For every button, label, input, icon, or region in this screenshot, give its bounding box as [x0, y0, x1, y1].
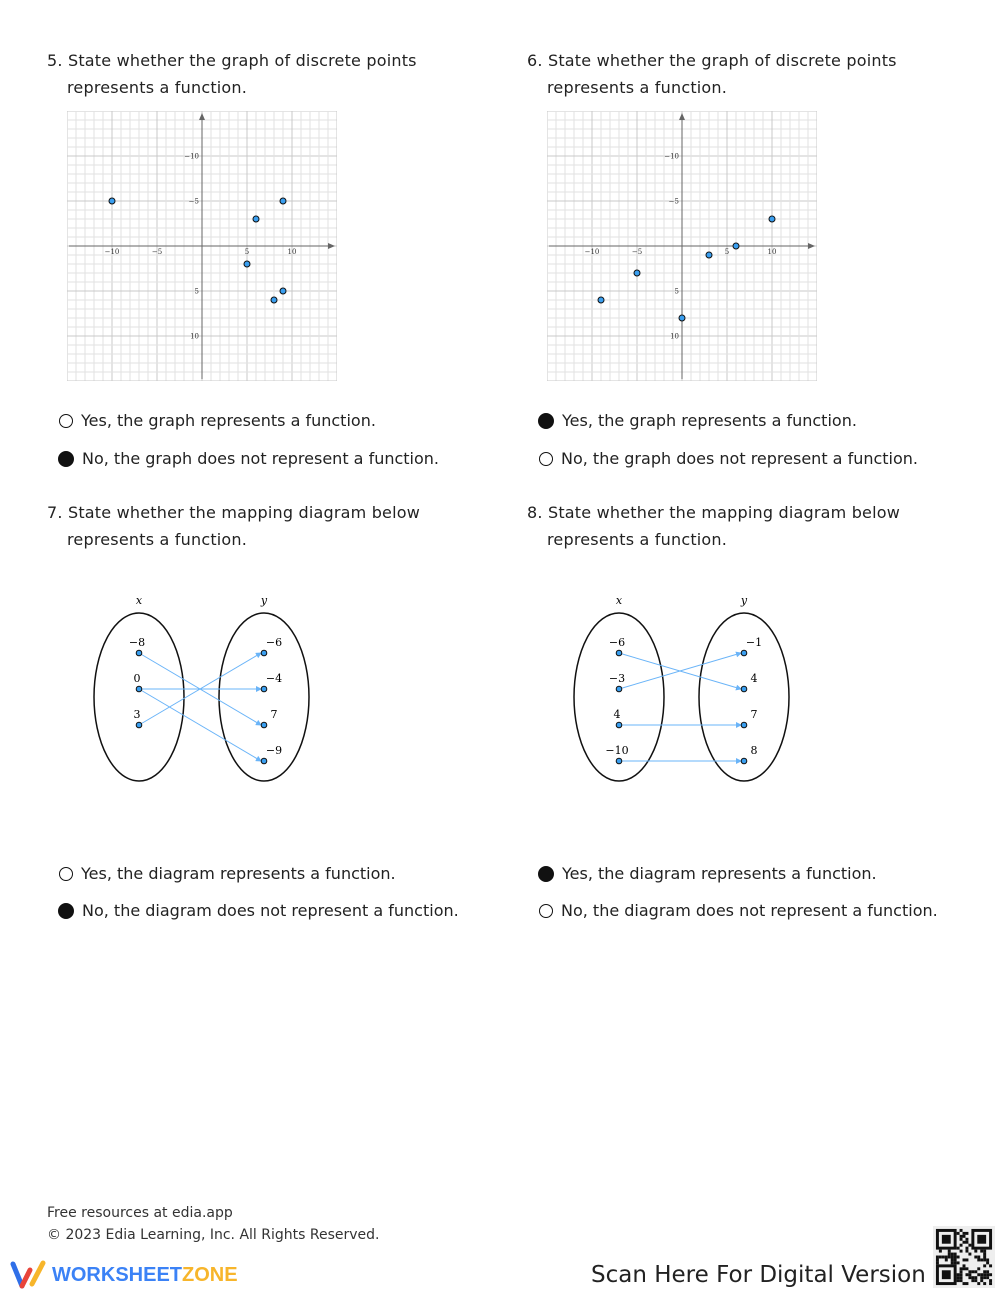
qr-module: [936, 1256, 939, 1259]
qr-module: [977, 1273, 980, 1276]
range-value: 8: [750, 744, 758, 757]
question-6: [527, 47, 897, 101]
qr-module: [983, 1250, 986, 1253]
qr-module: [968, 1276, 971, 1279]
qr-module: [948, 1250, 951, 1253]
y-axis-arrow-icon: [199, 113, 205, 120]
qr-module: [971, 1276, 974, 1279]
domain-value: 0: [133, 672, 141, 685]
coordinate-graph-q5: [67, 111, 337, 381]
data-point: [733, 243, 739, 249]
option-label: Yes, the diagram represents a function.: [81, 864, 396, 883]
radio-icon[interactable]: [59, 414, 73, 428]
range-point: [261, 722, 267, 728]
question-text-line2: represents a function.: [547, 78, 728, 97]
qr-module: [965, 1282, 968, 1285]
qr-module: [957, 1232, 960, 1235]
data-point: [598, 297, 604, 303]
qr-module: [954, 1261, 957, 1264]
qr-module: [974, 1256, 977, 1259]
option-label: No, the graph does not represent a function.: [82, 449, 440, 468]
x-tick-label: −5: [151, 248, 163, 256]
option-label: No, the diagram does not represent a function.: [82, 901, 459, 920]
qr-module: [977, 1282, 980, 1285]
qr-module: [948, 1256, 951, 1259]
domain-value: 4: [613, 708, 621, 721]
logo-icon: [10, 1260, 46, 1290]
option-label: No, the graph does not represent a function.: [561, 449, 919, 468]
qr-module: [960, 1250, 963, 1253]
question-text-line2: represents a function.: [67, 530, 248, 549]
y-tick-label: −5: [668, 197, 679, 206]
qr-module: [986, 1276, 989, 1279]
range-point: [741, 758, 747, 764]
qr-module: [965, 1247, 968, 1250]
domain-value: −8: [128, 636, 146, 649]
domain-value: −6: [608, 636, 626, 649]
footer-resources: Free resources at edia.app: [47, 1205, 233, 1221]
y-tick-label: 5: [674, 287, 679, 296]
x-tick-label: 5: [244, 248, 250, 256]
qr-module: [942, 1256, 945, 1259]
coordinate-graph-q6: [547, 111, 817, 381]
qr-module: [983, 1276, 986, 1279]
logo-text-worksheet: WORKSHEET: [52, 1263, 182, 1286]
worksheetzone-logo: [10, 1260, 238, 1290]
question-text: State whether the graph of discrete points: [67, 51, 417, 70]
qr-module: [957, 1273, 960, 1276]
mapping-arrow: [139, 689, 261, 761]
option-no-q7[interactable]: [58, 901, 459, 920]
domain-point: [136, 686, 142, 692]
qr-finder-center: [977, 1235, 986, 1244]
radio-icon[interactable]: [539, 904, 553, 918]
qr-module: [974, 1250, 977, 1253]
y-tick-label: 5: [194, 287, 199, 296]
data-point: [679, 315, 685, 321]
qr-module: [963, 1232, 966, 1235]
y-axis-arrow-icon: [679, 113, 685, 120]
qr-module: [989, 1282, 992, 1285]
question-text: State whether the mapping diagram below: [67, 503, 421, 522]
qr-module: [980, 1250, 983, 1253]
data-point: [280, 198, 286, 204]
qr-module: [957, 1276, 960, 1279]
question-number: 6.: [527, 51, 543, 70]
qr-module: [960, 1270, 963, 1273]
x-axis-arrow-icon: [808, 243, 815, 249]
qr-module: [974, 1279, 977, 1282]
range-value: 7: [270, 708, 278, 721]
qr-module: [957, 1247, 960, 1250]
data-point: [271, 297, 277, 303]
x-tick-label: −5: [631, 248, 643, 256]
radio-icon[interactable]: [59, 867, 73, 881]
range-point: [741, 650, 747, 656]
qr-module: [951, 1256, 954, 1259]
qr-module: [960, 1229, 963, 1232]
radio-icon[interactable]: [58, 451, 74, 467]
x-axis-arrow-icon: [328, 243, 335, 249]
question-number: 8.: [527, 503, 543, 522]
option-yes-q6[interactable]: [538, 411, 857, 430]
data-point: [244, 261, 250, 267]
qr-module: [939, 1250, 942, 1253]
qr-module: [954, 1256, 957, 1259]
range-value: 4: [750, 672, 758, 685]
qr-module: [957, 1256, 960, 1259]
option-label: No, the diagram does not represent a function.: [561, 901, 938, 920]
qr-module: [957, 1279, 960, 1282]
qr-module: [986, 1261, 989, 1264]
qr-module: [968, 1273, 971, 1276]
qr-module: [963, 1264, 966, 1267]
qr-module: [951, 1261, 954, 1264]
qr-module: [945, 1256, 948, 1259]
question-text-line2: represents a function.: [67, 78, 248, 97]
y-tick-label: −5: [188, 197, 199, 206]
range-point: [741, 722, 747, 728]
range-ellipse: [699, 613, 789, 781]
x-tick-label: −10: [584, 248, 600, 256]
qr-finder-center: [942, 1235, 951, 1244]
question-text: State whether the mapping diagram below: [547, 503, 901, 522]
range-label: y: [740, 594, 748, 607]
x-tick-label: 10: [767, 248, 777, 256]
question-5: [47, 47, 417, 101]
domain-point: [616, 650, 622, 656]
qr-module: [983, 1258, 986, 1261]
domain-value: −10: [605, 744, 629, 757]
option-label: Yes, the graph represents a function.: [562, 411, 857, 430]
qr-module: [977, 1258, 980, 1261]
range-point: [261, 686, 267, 692]
question-7: [47, 499, 420, 553]
qr-module: [963, 1235, 966, 1238]
option-yes-q5[interactable]: [59, 411, 376, 430]
qr-module: [983, 1264, 986, 1267]
qr-module: [983, 1270, 986, 1273]
y-tick-label: −10: [664, 152, 679, 161]
qr-module: [968, 1270, 971, 1273]
range-point: [261, 758, 267, 764]
qr-module: [965, 1273, 968, 1276]
data-point: [280, 288, 286, 294]
radio-icon[interactable]: [58, 903, 74, 919]
data-point: [109, 198, 115, 204]
qr-module: [960, 1235, 963, 1238]
range-value: −4: [265, 672, 283, 685]
option-label: Yes, the diagram represents a function.: [562, 864, 877, 883]
qr-module: [965, 1250, 968, 1253]
x-tick-label: −10: [104, 248, 120, 256]
qr-module: [960, 1273, 963, 1276]
qr-module: [968, 1244, 971, 1247]
qr-module: [971, 1270, 974, 1273]
question-text: State whether the graph of discrete points: [547, 51, 897, 70]
qr-module: [983, 1256, 986, 1259]
qr-module: [963, 1241, 966, 1244]
radio-icon[interactable]: [538, 866, 554, 882]
domain-point: [616, 758, 622, 764]
qr-module: [983, 1273, 986, 1276]
qr-module: [989, 1279, 992, 1282]
qr-module: [971, 1279, 974, 1282]
qr-module: [945, 1258, 948, 1261]
qr-module: [948, 1253, 951, 1256]
qr-module: [957, 1261, 960, 1264]
x-tick-label: 10: [287, 248, 297, 256]
option-label: Yes, the graph represents a function.: [81, 411, 376, 430]
qr-module: [963, 1258, 966, 1261]
qr-module: [986, 1270, 989, 1273]
domain-value: 3: [133, 708, 141, 721]
data-point: [634, 270, 640, 276]
qr-module: [989, 1264, 992, 1267]
range-ellipse: [219, 613, 309, 781]
option-yes-q8[interactable]: [538, 864, 877, 883]
data-point: [706, 252, 712, 258]
data-point: [769, 216, 775, 222]
qr-module: [965, 1241, 968, 1244]
qr-module: [986, 1258, 989, 1261]
range-value: −9: [265, 744, 283, 757]
qr-module: [989, 1273, 992, 1276]
qr-module: [980, 1279, 983, 1282]
question-8: [527, 499, 900, 553]
qr-module: [960, 1244, 963, 1247]
y-tick-label: −10: [184, 152, 199, 161]
qr-module: [936, 1258, 939, 1261]
qr-code[interactable]: [933, 1226, 995, 1288]
domain-label: x: [615, 594, 623, 607]
qr-module: [983, 1282, 986, 1285]
qr-module: [965, 1258, 968, 1261]
qr-module: [951, 1253, 954, 1256]
scan-text: Scan Here For Digital Version: [591, 1262, 926, 1288]
qr-finder-center: [942, 1270, 951, 1279]
question-text-line2: represents a function.: [547, 530, 728, 549]
qr-module: [954, 1258, 957, 1261]
qr-module: [954, 1253, 957, 1256]
range-value: 7: [750, 708, 758, 721]
qr-module: [960, 1238, 963, 1241]
y-tick-label: 10: [670, 332, 679, 341]
qr-module: [939, 1256, 942, 1259]
option-no-q5[interactable]: [58, 449, 439, 468]
qr-module: [951, 1258, 954, 1261]
qr-module: [980, 1276, 983, 1279]
range-point: [741, 686, 747, 692]
option-yes-q7[interactable]: [59, 864, 396, 883]
data-point: [253, 216, 259, 222]
y-tick-label: 10: [190, 332, 199, 341]
range-value: −1: [745, 636, 763, 649]
qr-module: [960, 1276, 963, 1279]
qr-module: [980, 1258, 983, 1261]
qr-module: [960, 1267, 963, 1270]
qr-module: [974, 1276, 977, 1279]
option-no-q8[interactable]: [539, 901, 938, 920]
radio-icon[interactable]: [539, 452, 553, 466]
mapping-diagram-q7: [90, 590, 320, 790]
qr-module: [963, 1282, 966, 1285]
qr-module: [960, 1279, 963, 1282]
qr-module: [968, 1253, 971, 1256]
qr-module: [977, 1256, 980, 1259]
range-value: −6: [265, 636, 283, 649]
qr-module: [965, 1267, 968, 1270]
domain-value: −3: [608, 672, 626, 685]
qr-module: [977, 1267, 980, 1270]
qr-module: [965, 1232, 968, 1235]
qr-module: [986, 1273, 989, 1276]
qr-module: [974, 1270, 977, 1273]
domain-point: [136, 650, 142, 656]
option-no-q6[interactable]: [539, 449, 918, 468]
domain-point: [136, 722, 142, 728]
qr-module: [963, 1267, 966, 1270]
qr-module: [980, 1273, 983, 1276]
qr-module: [965, 1238, 968, 1241]
range-label: y: [260, 594, 268, 607]
footer-copyright: © 2023 Edia Learning, Inc. All Rights Reserved.: [47, 1227, 380, 1243]
range-point: [261, 650, 267, 656]
question-number: 7.: [47, 503, 63, 522]
question-number: 5.: [47, 51, 63, 70]
qr-module: [936, 1261, 939, 1264]
x-tick-label: 5: [724, 248, 730, 256]
domain-label: x: [135, 594, 143, 607]
radio-icon[interactable]: [538, 413, 554, 429]
qr-module: [983, 1253, 986, 1256]
domain-point: [616, 722, 622, 728]
logo-text-zone: ZONE: [182, 1263, 238, 1286]
domain-point: [616, 686, 622, 692]
mapping-diagram-q8: [570, 590, 800, 790]
